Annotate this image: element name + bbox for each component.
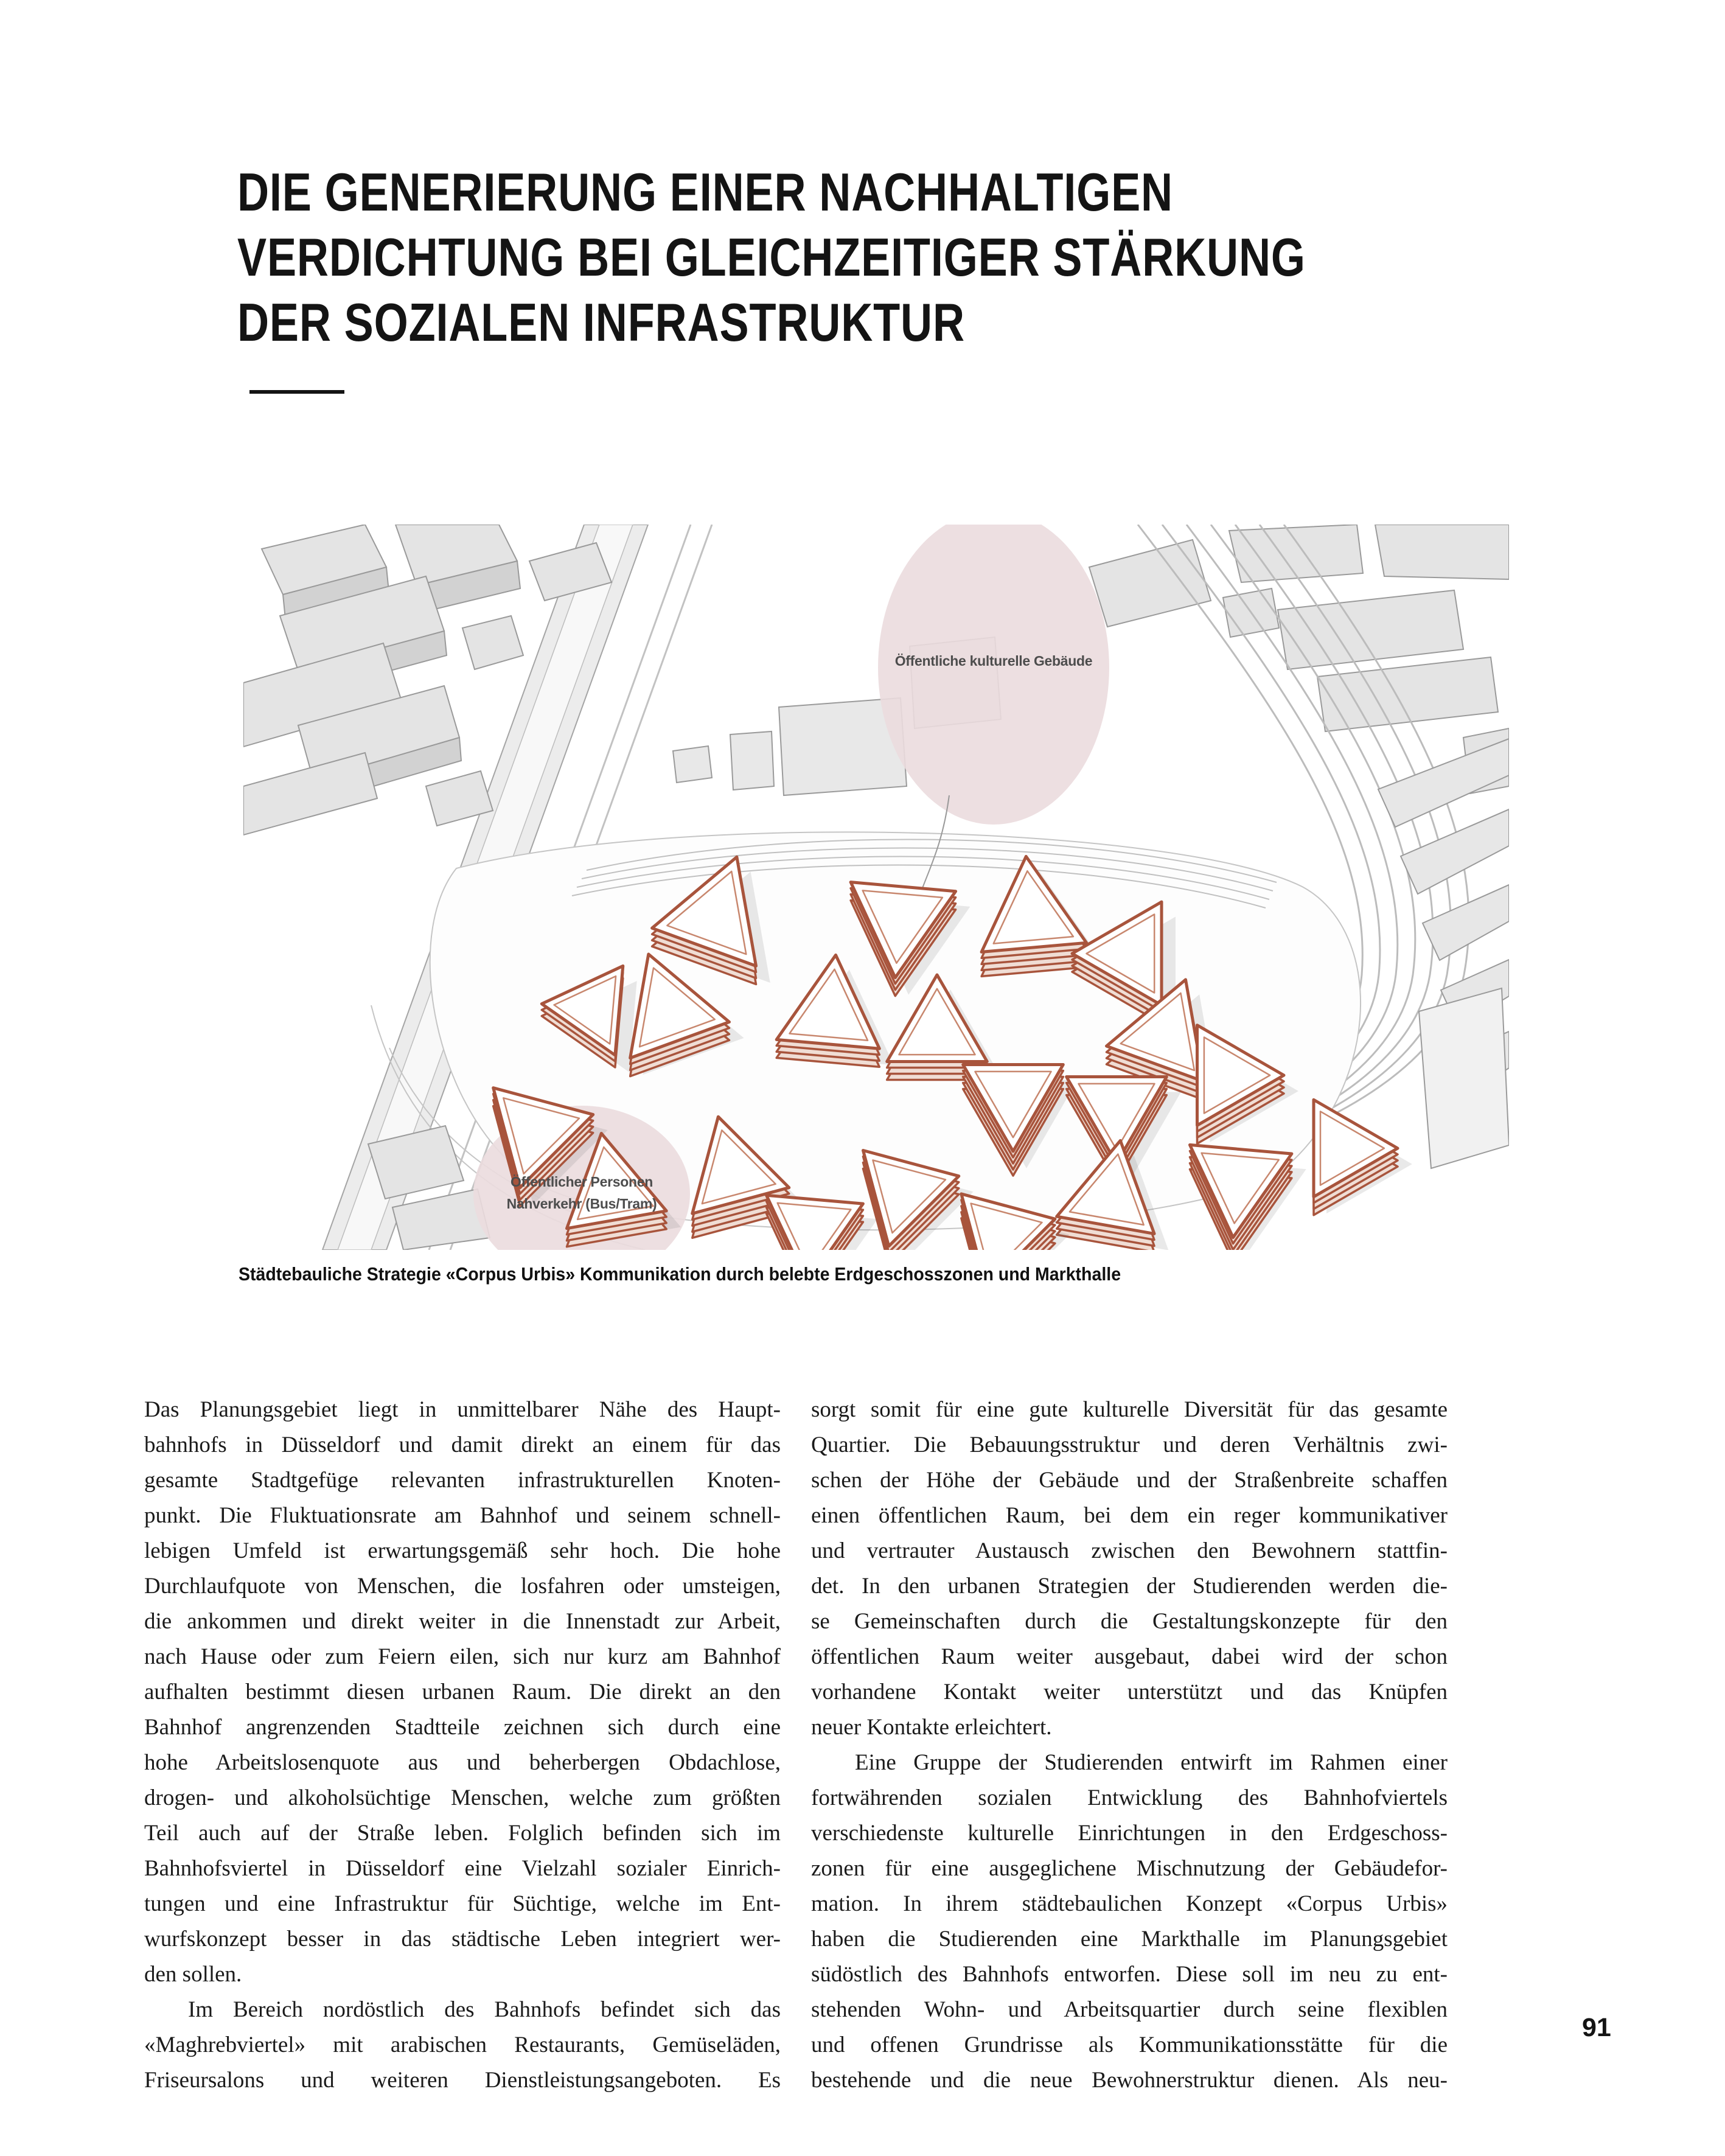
label-transport-line2: Nahverkehr (Bus/Tram): [506, 1196, 657, 1212]
figure-urban-render: [243, 525, 1509, 1250]
body-line: bahnhofs in Düsseldorf und damit direkt an einem für das: [144, 1432, 781, 1457]
body-line: wurfskonzept besser in das städtische Leben integriert wer-: [144, 1927, 781, 1952]
body-line: sorgt somit für eine gute kulturelle Diversität für das gesamte: [811, 1397, 1448, 1422]
label-transport-line1: Öffentlicher Personen: [511, 1174, 653, 1190]
body-line: fortwährenden sozialen Entwicklung des Bahnhofviertels: [811, 1785, 1448, 1810]
body-line: neuer Kontakte erleichtert.: [811, 1715, 1052, 1740]
triangle-building: [767, 1195, 877, 1250]
body-line: bestehende und die neue Bewohnerstruktur dienen. Als neu-: [811, 2068, 1448, 2093]
urban-render-svg: [243, 525, 1509, 1250]
page-number: 91: [1582, 2013, 1611, 2042]
body-line: einen öffentlichen Raum, bei dem ein reger kommunikativer: [811, 1503, 1448, 1528]
body-line: det. In den urbanen Strategien der Studierenden werden die-: [811, 1574, 1448, 1599]
body-line: Teil auch auf der Straße leben. Folglich befinden sich im: [144, 1821, 781, 1846]
body-line: Friseursalons und weiteren Dienstleistungsangeboten. Es: [144, 2068, 781, 2093]
body-line: schen der Höhe der Gebäude und der Straßenbreite schaffen: [811, 1468, 1448, 1493]
body-line: öffentlichen Raum weiter ausgebaut, dabei wird der schon: [811, 1644, 1448, 1669]
body-line: nach Hause oder zum Feiern eilen, sich nur kurz am Bahnhof: [144, 1644, 781, 1669]
label-cultural-buildings: Öffentliche kulturelle Gebäude: [894, 653, 1093, 669]
body-line: hohe Arbeitslosenquote aus und beherbergen Obdachlose,: [144, 1750, 781, 1775]
body-line: gesamte Stadtgefüge relevanten infrastrukturellen Knoten-: [144, 1468, 781, 1493]
body-line: Im Bereich nordöstlich des Bahnhofs befindet sich das: [188, 1997, 781, 2022]
highlight-cultural-buildings: [878, 525, 1109, 825]
body-line: «Maghrebviertel» mit arabischen Restaurants, Gemüseläden,: [144, 2032, 781, 2057]
body-line: Bahnhof angrenzenden Stadtteile zeichnen sich durch eine: [144, 1715, 781, 1740]
body-line: die ankommen und direkt weiter in die Innenstadt zur Arbeit,: [144, 1609, 781, 1634]
body-line: aufhalten bestimmt diesen urbanen Raum. Die direkt an den: [144, 1680, 781, 1704]
body-line: se Gemeinschaften durch die Gestaltungskonzepte für den: [811, 1609, 1448, 1634]
body-line: punkt. Die Fluktuationsrate am Bahnhof und seinem schnell-: [144, 1503, 781, 1528]
title-line-2: VERDICHTUNG BEI GLEICHZEITIGER STÄRKUNG: [237, 227, 1306, 287]
title-line-3: DER SOZIALEN INFRASTRUKTUR: [237, 292, 965, 352]
body-line: Bahnhofsviertel in Düsseldorf eine Vielzahl sozialer Einrich-: [144, 1856, 781, 1881]
body-line: Eine Gruppe der Studierenden entwirft im Rahmen einer: [855, 1750, 1448, 1775]
body-line: Durchlaufquote von Menschen, die losfahren oder umsteigen,: [144, 1574, 781, 1599]
body-column-right: [811, 1392, 1448, 2098]
body-line: und offenen Grundrisse als Kommunikationsstätte für die: [811, 2032, 1448, 2057]
body-line: den sollen.: [144, 1962, 242, 1987]
page-title: [237, 159, 1540, 355]
figure-caption: Städtebauliche Strategie «Corpus Urbis» Kommunikation durch belebte Erdgeschosszonen und Markthalle: [239, 1263, 1121, 1285]
body-line: zonen für eine ausgeglichene Mischnutzung der Gebäudefor-: [811, 1856, 1448, 1881]
body-line: und vertrauter Austausch zwischen den Bewohnern stattfin-: [811, 1538, 1448, 1563]
body-line: stehenden Wohn- und Arbeitsquartier durch seine flexiblen: [811, 1997, 1448, 2022]
title-line-1: DIE GENERIERUNG EINER NACHHALTIGEN: [237, 162, 1173, 222]
body-line: drogen- und alkoholsüchtige Menschen, welche zum größten: [144, 1785, 781, 1810]
title-underline-rule: [249, 390, 344, 394]
body-line: südöstlich des Bahnhofs entworfen. Diese soll im neu zu ent-: [811, 1962, 1448, 1987]
body-line: mation. In ihrem städtebaulichen Konzept «Corpus Urbis»: [811, 1891, 1448, 1916]
body-line: verschiedenste kulturelle Einrichtungen in den Erdgeschoss-: [811, 1821, 1448, 1846]
body-line: lebigen Umfeld ist erwartungsgemäß sehr hoch. Die hohe: [144, 1538, 781, 1563]
body-line: Das Planungsgebiet liegt in unmittelbarer Nähe des Haupt-: [144, 1397, 781, 1422]
body-line: haben die Studierenden eine Markthalle im Planungsgebiet: [811, 1927, 1448, 1952]
body-line: Quartier. Die Bebauungsstruktur und deren Verhältnis zwi-: [811, 1432, 1448, 1457]
body-line: tungen und eine Infrastruktur für Süchtige, welche im Ent-: [144, 1891, 781, 1916]
body-line: vorhandene Kontakt weiter unterstützt und das Knüpfen: [811, 1680, 1448, 1704]
body-column-left: [144, 1392, 781, 2098]
